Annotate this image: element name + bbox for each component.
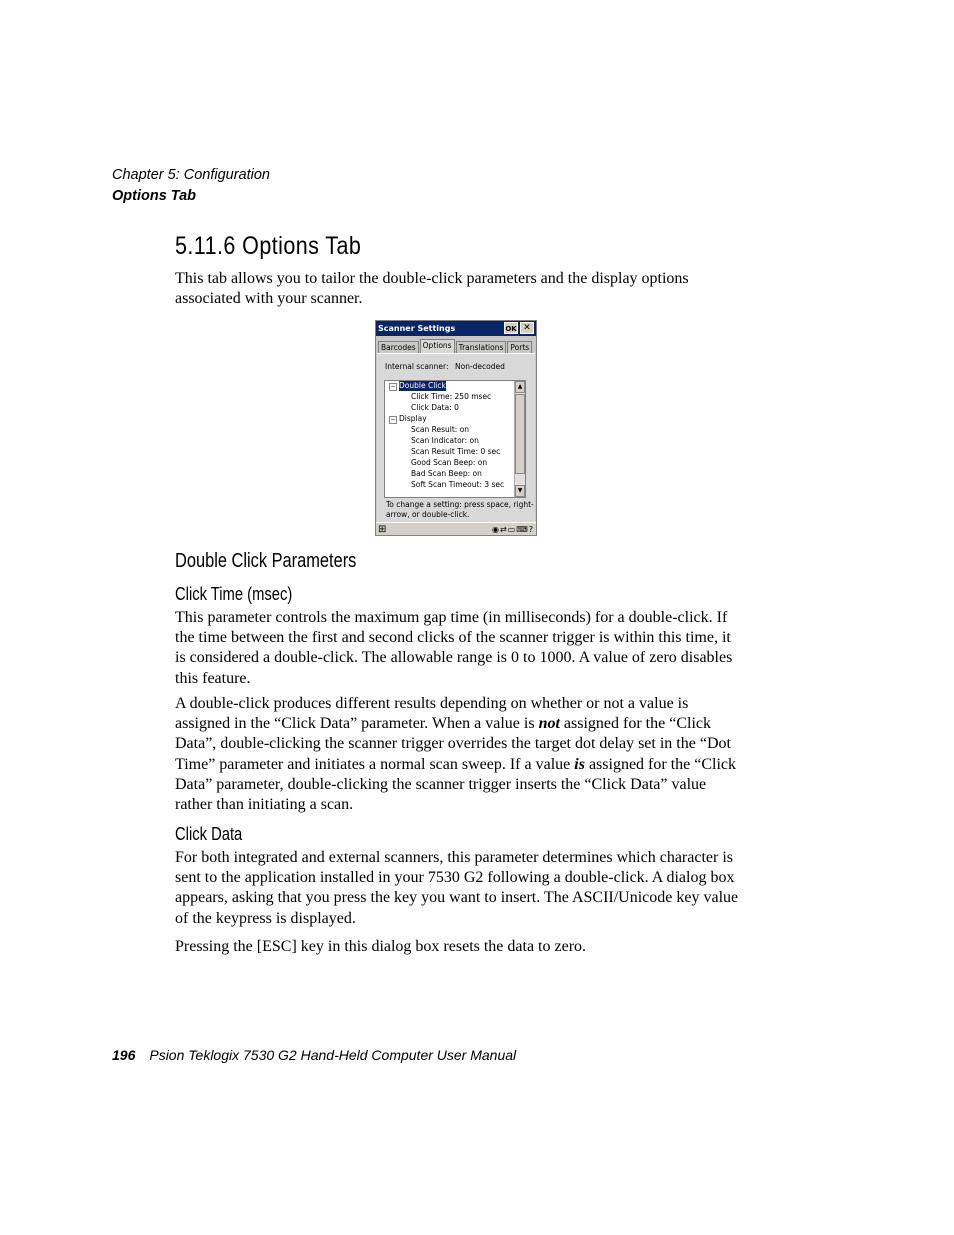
page-number: 196: [112, 1047, 136, 1063]
tree-node-good-scan-beep[interactable]: Good Scan Beep: on: [411, 458, 488, 467]
window-title: Scanner Settings: [378, 324, 456, 333]
keyboard-icon[interactable]: ⌨: [516, 525, 529, 534]
scroll-thumb[interactable]: [515, 394, 525, 474]
tab-barcodes[interactable]: Barcodes: [378, 341, 419, 354]
internal-scanner-label: Internal scanner:: [385, 362, 449, 371]
click-time-paragraph-1: This parameter controls the maximum gap time (in milliseconds) for a double-click. If the time between the first and second clicks of the scanner trigger is within this time, it is considered a double-click. The allowable range is 0 to 1000. A value of zero disables this feature.: [175, 609, 733, 687]
collapse-icon[interactable]: −: [390, 416, 396, 423]
windows-logo-icon[interactable]: ⊞: [378, 524, 387, 535]
tree-node-scan-result-time[interactable]: Scan Result Time: 0 sec: [411, 447, 501, 456]
click-time-paragraph-2: A double-click produces different results depending on whether or not a value is assigned in the “Click Data” parameter. When a value is not assigned for the “Click Data”, double-clicking the scanner trigger overrides the target dot delay set in the “Dot Time” parameter and initiates a normal scan sweep. If a value is assigned for the “Click Data” parameter, double-clicking the scanner trigger inserts the “Click Data” value rather than initiating a scan.: [175, 695, 737, 814]
system-tray: [492, 524, 534, 535]
tree-node-double-click[interactable]: Double Click: [399, 381, 446, 390]
close-icon[interactable]: ✕: [520, 322, 534, 334]
window-titlebar: [376, 321, 536, 336]
options-panel: [377, 353, 535, 522]
internal-scanner-value: Non-decoded: [455, 362, 505, 371]
tree-node-click-time[interactable]: Click Time: 250 msec: [411, 392, 492, 401]
scroll-down-icon[interactable]: ▼: [515, 485, 525, 497]
footer-title: Psion Teklogix 7530 G2 Hand-Held Computer User Manual: [149, 1047, 517, 1063]
heading-click-data: Click Data: [175, 824, 243, 844]
click-data-paragraph-1: For both integrated and external scanners, this parameter determines which character is sent to the application installed in your 7530 G2 following a double-click. A dialog box appears, asking that you press the key you want to insert. The ASCII/Unicode key value of the keypress is displayed.: [175, 849, 739, 927]
scroll-up-icon[interactable]: ▲: [515, 381, 525, 393]
tab-ports[interactable]: Ports: [507, 341, 532, 354]
tree-node-scan-indicator[interactable]: Scan Indicator: on: [411, 436, 479, 445]
help-icon[interactable]: ?: [528, 525, 534, 534]
network-icon[interactable]: ◉: [491, 525, 500, 534]
heading-click-time: Click Time (msec): [175, 584, 293, 604]
heading-double-click-parameters: Double Click Parameters: [175, 550, 357, 572]
collapse-icon[interactable]: −: [390, 383, 396, 390]
tab-strip: [378, 339, 533, 353]
running-header-chapter: Chapter 5: Configuration: [112, 167, 270, 183]
tree-scrollbar[interactable]: [514, 381, 525, 497]
ok-button[interactable]: OK: [504, 322, 518, 334]
section-title: 5.11.6 Options Tab: [175, 232, 362, 260]
page-footer: [112, 1047, 516, 1063]
settings-tree[interactable]: [384, 380, 526, 498]
tree-node-click-data[interactable]: Click Data: 0: [411, 403, 459, 412]
scanner-icon[interactable]: ⇄: [499, 525, 508, 534]
scanner-settings-screenshot: [375, 320, 537, 536]
click-data-paragraph-2: Pressing the [ESC] key in this dialog box resets the data to zero.: [175, 938, 587, 955]
tab-options[interactable]: Options: [420, 339, 455, 354]
tree-node-soft-scan-timeout[interactable]: Soft Scan Timeout: 3 sec: [411, 480, 505, 489]
intro-paragraph: This tab allows you to tailor the double-click parameters and the display options associated with your scanner.: [175, 270, 689, 308]
tree-node-display[interactable]: Display: [399, 414, 427, 423]
help-hint: To change a setting: press space, right-arrow, or double-click.: [386, 500, 534, 519]
tab-translations[interactable]: Translations: [456, 341, 507, 354]
tree-node-bad-scan-beep[interactable]: Bad Scan Beep: on: [411, 469, 482, 478]
taskbar: [376, 522, 536, 536]
display-icon[interactable]: ▭: [507, 525, 517, 534]
running-header-section: Options Tab: [112, 188, 197, 204]
tree-node-scan-result[interactable]: Scan Result: on: [411, 425, 470, 434]
